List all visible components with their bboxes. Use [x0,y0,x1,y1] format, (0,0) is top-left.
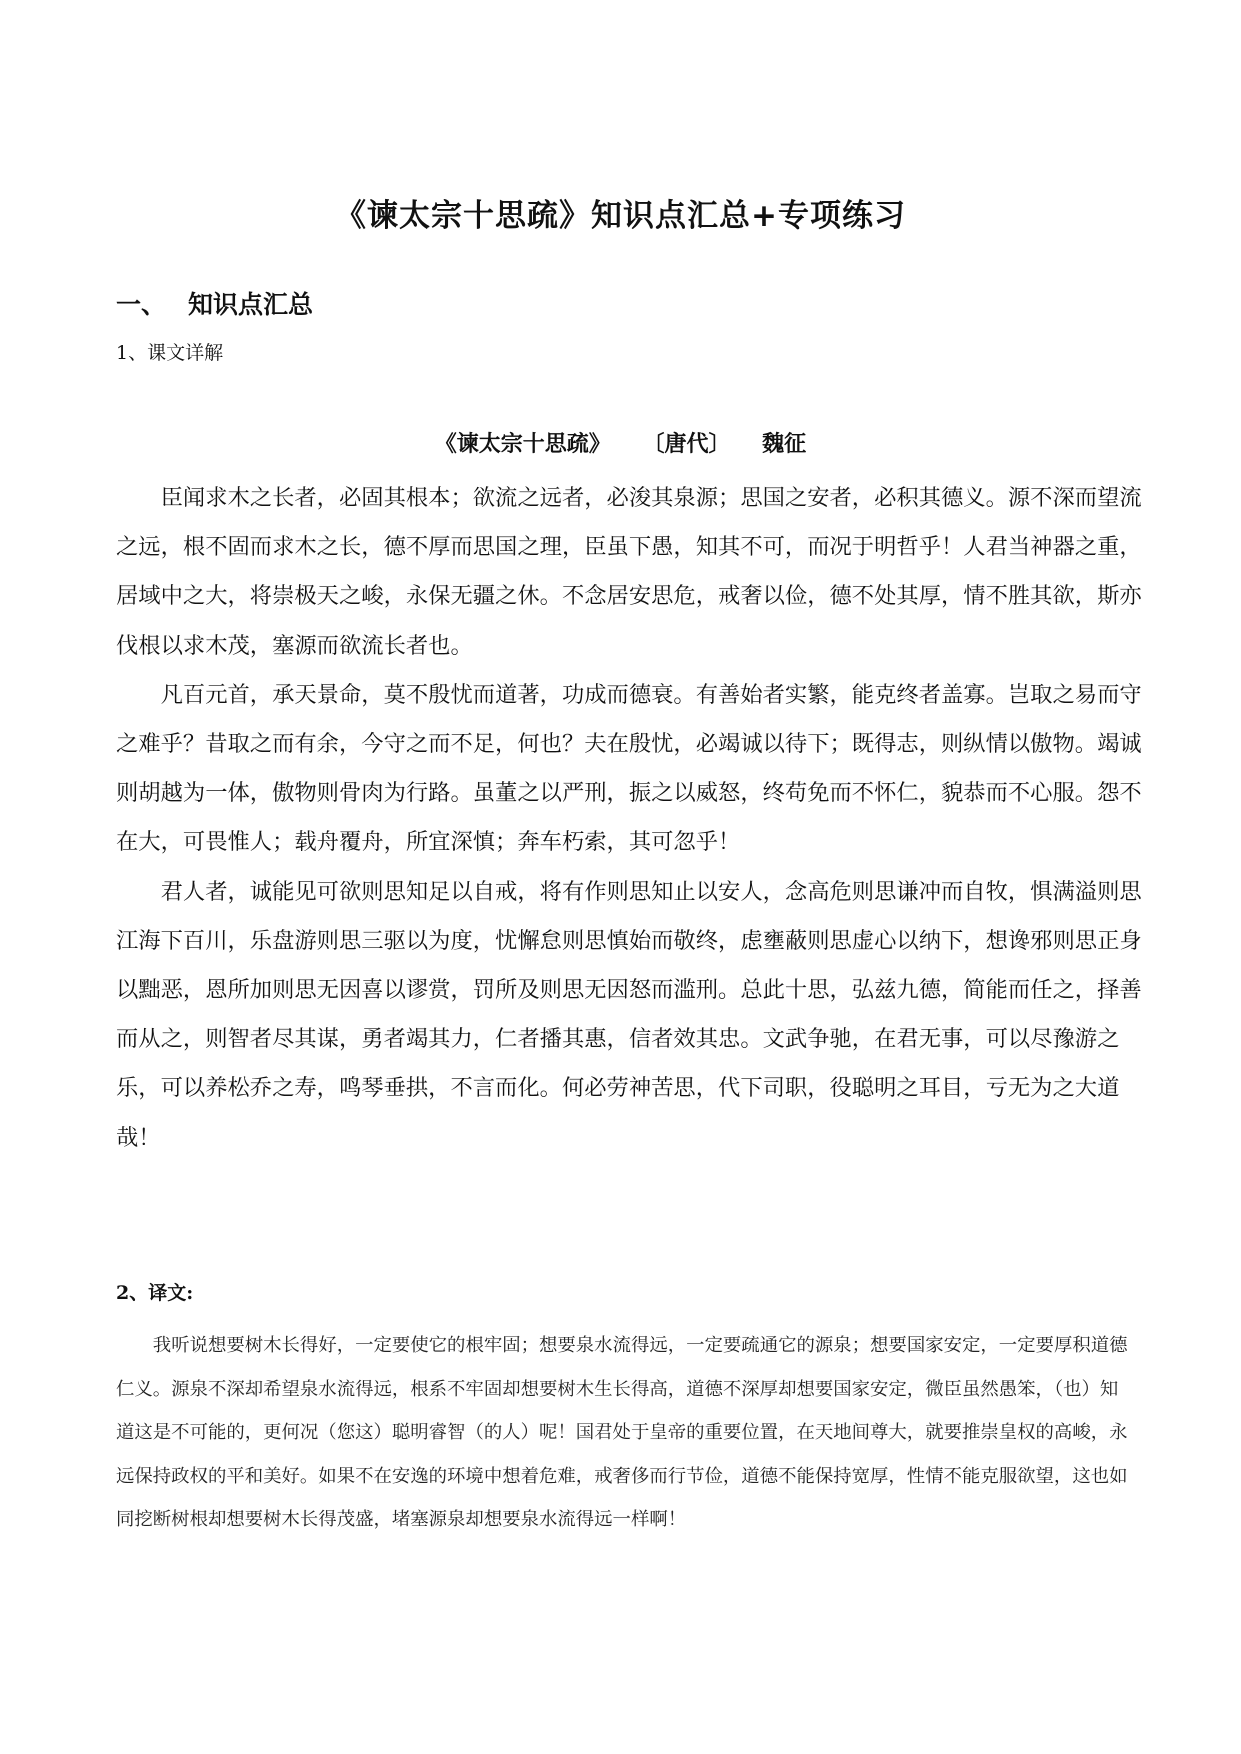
subheading-translation: 2、译文: [116,1282,194,1304]
translation-body [116,1324,1132,1542]
subheading-text-explanation: 1、课文详解 [116,342,224,364]
classic-text-title-line [0,427,1241,458]
classic-dynasty: 〔唐代〕 [642,432,731,457]
section-number: 一、 [116,290,167,319]
classic-author: 魏征 [762,432,807,457]
classic-paragraph: 臣闻求木之长者，必固其根本；欲流之远者，必浚其泉源；思国之安者，必积其德义。源不深而望流之远，根不固而求木之长，德不厚而思国之理，臣虽下愚，知其不可，而况于明哲乎！人君当神器之重，居域中之大，将崇极天之峻，永保无疆之休。不念居安思危，戒奢以俭，德不处其厚，情不胜其欲，斯亦伐根以求木茂，塞源而欲流长者也。 [116,485,1142,659]
classic-title: 《谏太宗十思疏》 [434,432,611,457]
translation-paragraph: 我听说想要树木长得好，一定要使它的根牢固；想要泉水流得远，一定要疏通它的源泉；想要国家安定，一定要厚积道德仁义。源泉不深却希望泉水流得远，根系不牢固却想要树木生长得高，道德不深厚却想要国家安定，微臣虽然愚笨，（也）知道这是不可能的，更何况（您这）聪明睿智（的人）呢！国君处于皇帝的重要位置，在天地间尊大，就要推崇皇权的高峻，永远保持政权的平和美好。如果不在安逸的环境中想着危难，戒奢侈而行节俭，道德不能保持宽厚，性情不能克服欲望，这也如同挖断树根却想要树木长得茂盛，堵塞源泉却想要泉水流得远一样啊！ [116,1335,1128,1530]
document-title: 《谏太宗十思疏》知识点汇总+专项练习 [335,198,906,234]
section-heading-text: 知识点汇总 [188,290,314,319]
section-heading-knowledge [116,285,313,321]
classic-paragraph: 君人者，诚能见可欲则思知足以自戒，将有作则思知止以安人，念高危则思谦冲而自牧，惧满溢则思江海下百川，乐盘游则思三驱以为度，忧懈怠则思慎始而敬终，虑壅蔽则思虚心以纳下，想谗邪则思正身以黜恶，恩所加则思无因喜以谬赏，罚所及则思无因怒而滥刑。总此十思，弘兹九德，简能而任之，择善而从之，则智者尽其谋，勇者竭其力，仁者播其惠，信者效其忠。文武争驰，在君无事，可以尽豫游之乐，可以养松乔之寿，鸣琴垂拱，不言而化。何必劳神苦思，代下司职，役聪明之耳目，亏无为之大道哉！ [116,878,1142,1151]
classic-text-body [116,474,1144,1163]
classic-paragraph: 凡百元首，承天景命，莫不殷忧而道著，功成而德衰。有善始者实繁，能克终者盖寡。岂取之易而守之难乎？昔取之而有余，今守之而不足，何也？夫在殷忧，必竭诚以待下；既得志，则纵情以傲物。竭诚则胡越为一体，傲物则骨肉为行路。虽董之以严刑，振之以威怒，终苟免而不怀仁，貌恭而不心服。怨不在大，可畏惟人；载舟覆舟，所宜深慎；奔车朽索，其可忽乎！ [116,681,1142,856]
